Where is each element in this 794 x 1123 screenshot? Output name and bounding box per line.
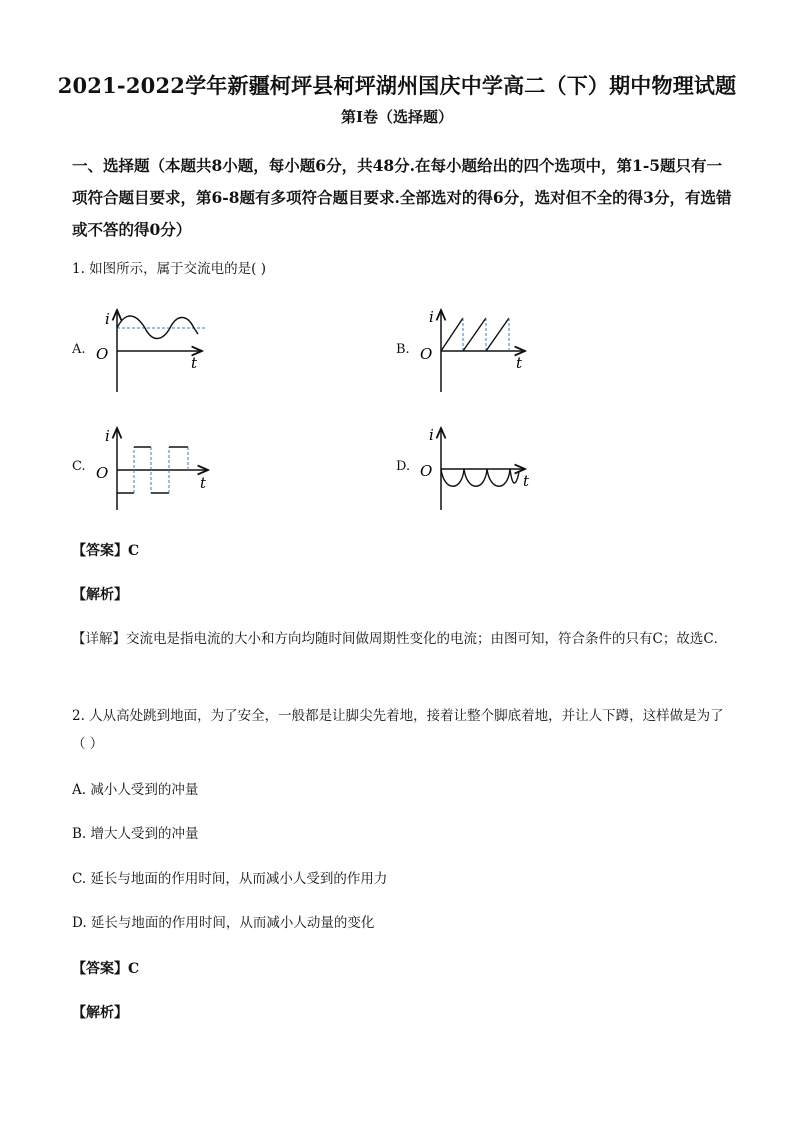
q2-option-c: C. 延长与地面的作用时间，从而减小人受到的作用力 (72, 871, 388, 887)
question-1-stem: 1. 如图所示，属于交流电的是( ) (72, 261, 266, 277)
origin-label: O (96, 345, 109, 363)
section-subtitle: 第I卷（选择题） (340, 108, 454, 126)
axis-t-label: t (523, 472, 530, 490)
graph-b (413, 302, 543, 394)
axis-i-label: i (105, 427, 110, 445)
q1-answer: 【答案】C (72, 543, 140, 559)
option-a-label: A. (72, 342, 86, 357)
axis-t-label: t (200, 474, 207, 492)
option-d-label: D. (396, 459, 411, 474)
axis-t-label: t (516, 354, 523, 372)
graph-c (90, 420, 220, 512)
section-header: 一、选择题（本题共8小题，每小题6分，共48分.在每小题给出的四个选项中，第1-5题只有一项符合题目要求，第6-8题有多项符合题目要求.全部选对的得6分，选对但不全的得3分，有选错或不答的得0分） (72, 156, 732, 239)
axis-t-label: t (191, 354, 198, 372)
origin-label: O (420, 462, 433, 480)
graph-a (90, 302, 220, 394)
q2-answer: 【答案】C (72, 961, 140, 977)
option-c-label: C. (72, 459, 86, 474)
q2-option-d: D. 延长与地面的作用时间，从而减小人动量的变化 (72, 915, 375, 931)
axis-i-label: i (429, 308, 434, 326)
q2-analysis-label: 【解析】 (72, 1005, 128, 1021)
origin-label: O (420, 345, 433, 363)
axis-i-label: i (105, 310, 110, 328)
q1-analysis-label: 【解析】 (72, 587, 128, 603)
q1-detail: 【详解】交流电是指电流的大小和方向均随时间做周期性变化的电流；由图可知，符合条件的只有C；故选C． (72, 631, 728, 647)
origin-label: O (96, 464, 109, 482)
option-b-label: B. (396, 342, 410, 357)
q2-option-b: B. 增大人受到的冲量 (72, 826, 199, 842)
axis-i-label: i (429, 426, 434, 444)
question-2-stem: 2. 人从高处跳到地面，为了安全，一般都是让脚尖先着地，接着让整个脚底着地，并让人下蹲，这样做是为了（ ） (72, 708, 724, 752)
q2-option-a: A. 减小人受到的冲量 (72, 782, 199, 798)
graph-d (413, 420, 543, 512)
document-title: 2021-2022学年新疆柯坪县柯坪湖州国庆中学高二（下）期中物理试题 (57, 73, 737, 98)
